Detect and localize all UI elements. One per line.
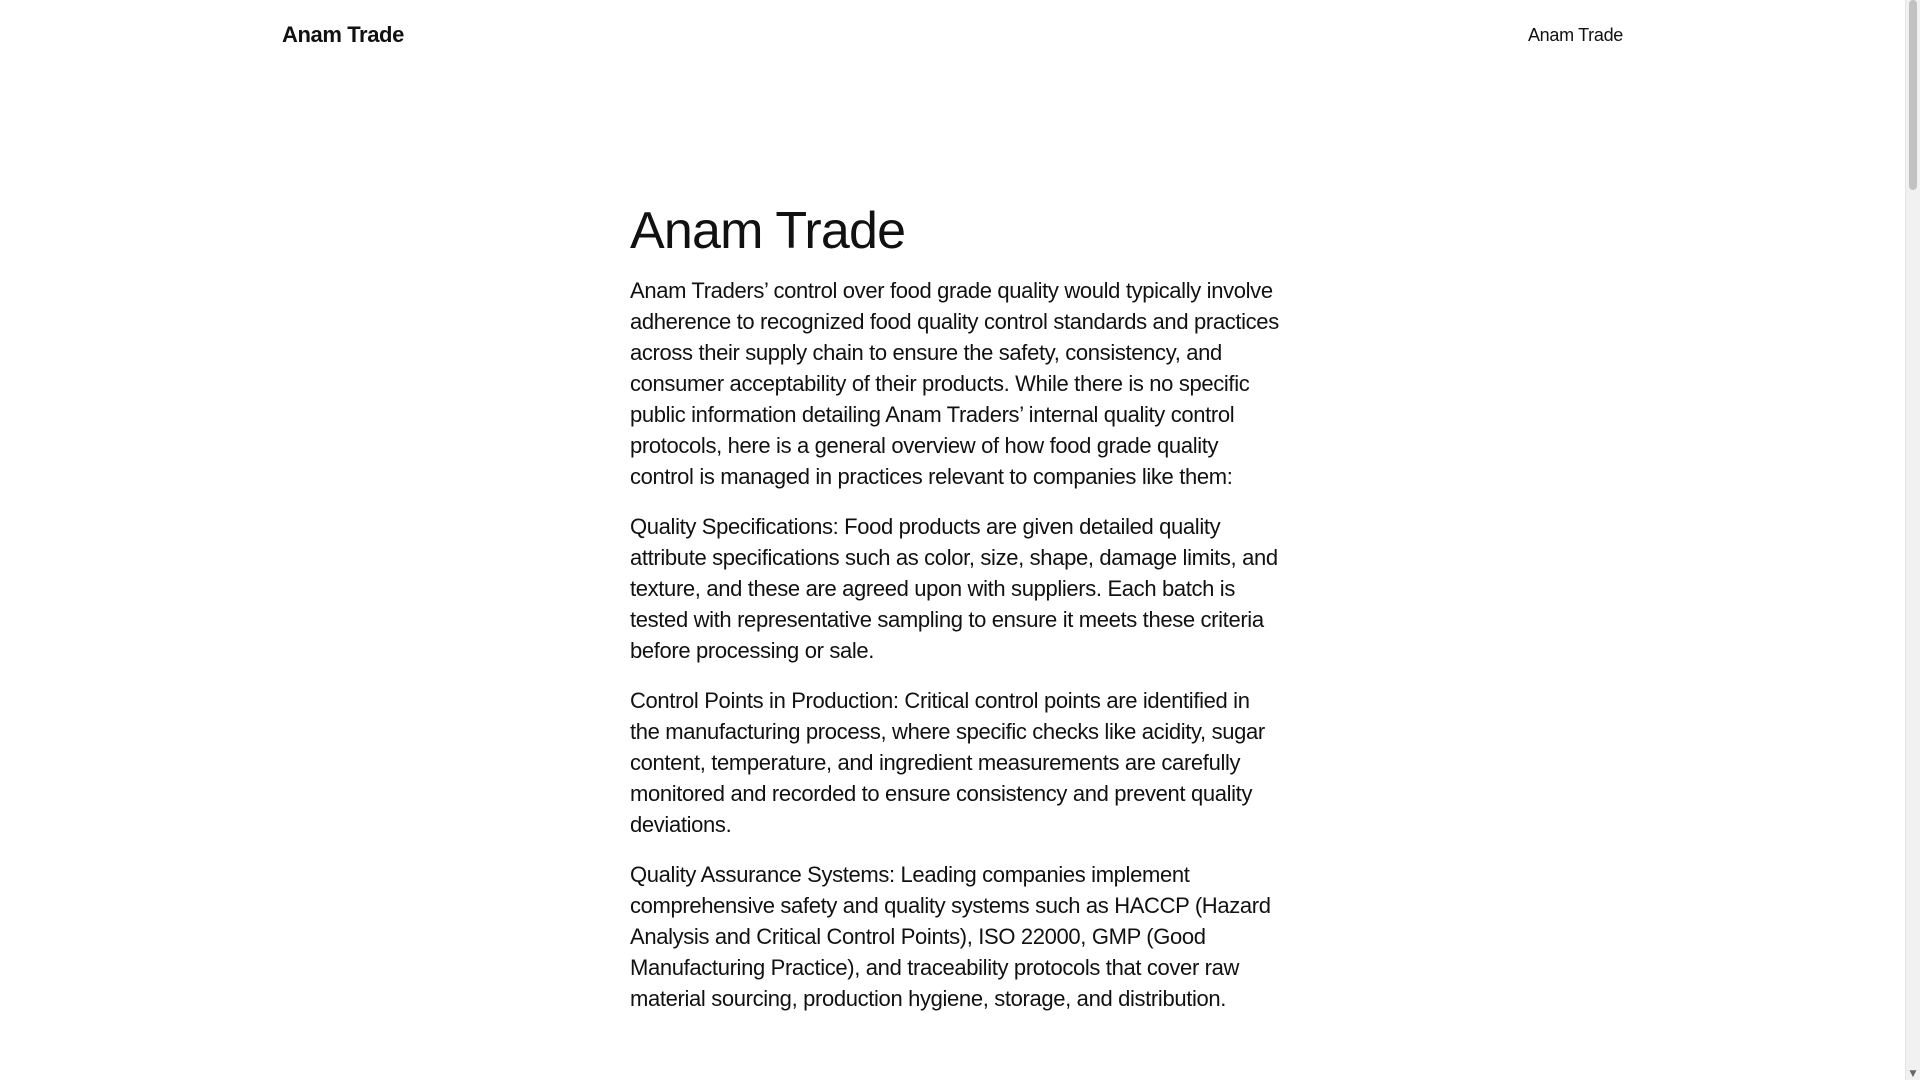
scroll-down-arrow-icon[interactable]: ▼ bbox=[1909, 1069, 1917, 1079]
article-paragraph: Quality Assurance Systems: Leading companies implement comprehensive safety and quality systems such as HACCP (Hazard Analysis and Critical Control Points), ISO 22000, GMP (Good Manufacturing Practice), and traceability protocols that cover raw material sourcing, production hygiene, storage, and distribution. bbox=[630, 862, 1271, 1012]
nav-link-anam-trade[interactable]: Anam Trade bbox=[1527, 25, 1623, 45]
article-content bbox=[630, 204, 1280, 1033]
article-paragraph: Quality Specifications: Food products are given detailed quality attribute specifications such as color, size, shape, damage limits, and texture, and these are agreed upon with suppliers. Each batch is tested with representative sampling to ensure it meets these criteria before processing or sale. bbox=[630, 514, 1278, 664]
page-title: Anam Trade bbox=[630, 202, 906, 260]
vertical-scrollbar[interactable] bbox=[1905, 0, 1920, 1080]
site-title-link[interactable]: Anam Trade bbox=[282, 22, 404, 47]
article-paragraph: Control Points in Production: Critical control points are identified in the manufacturing process, where specific checks like acidity, sugar content, temperature, and ingredient measurements are carefully monitored and recorded to ensure consistency and prevent quality deviations. bbox=[630, 688, 1265, 838]
article-paragraph: Anam Traders’ control over food grade quality would typically involve adherence to recognized food quality control standards and practices across their supply chain to ensure the safety, consistency, and consumer acceptability of their products. While there is no specific public information detailing Anam Traders’ internal quality control protocols, here is a general overview of how food grade quality control is managed in practices relevant to companies like them: bbox=[630, 278, 1279, 490]
site-header bbox=[282, 18, 1623, 52]
scrollbar-thumb[interactable] bbox=[1909, 0, 1917, 190]
